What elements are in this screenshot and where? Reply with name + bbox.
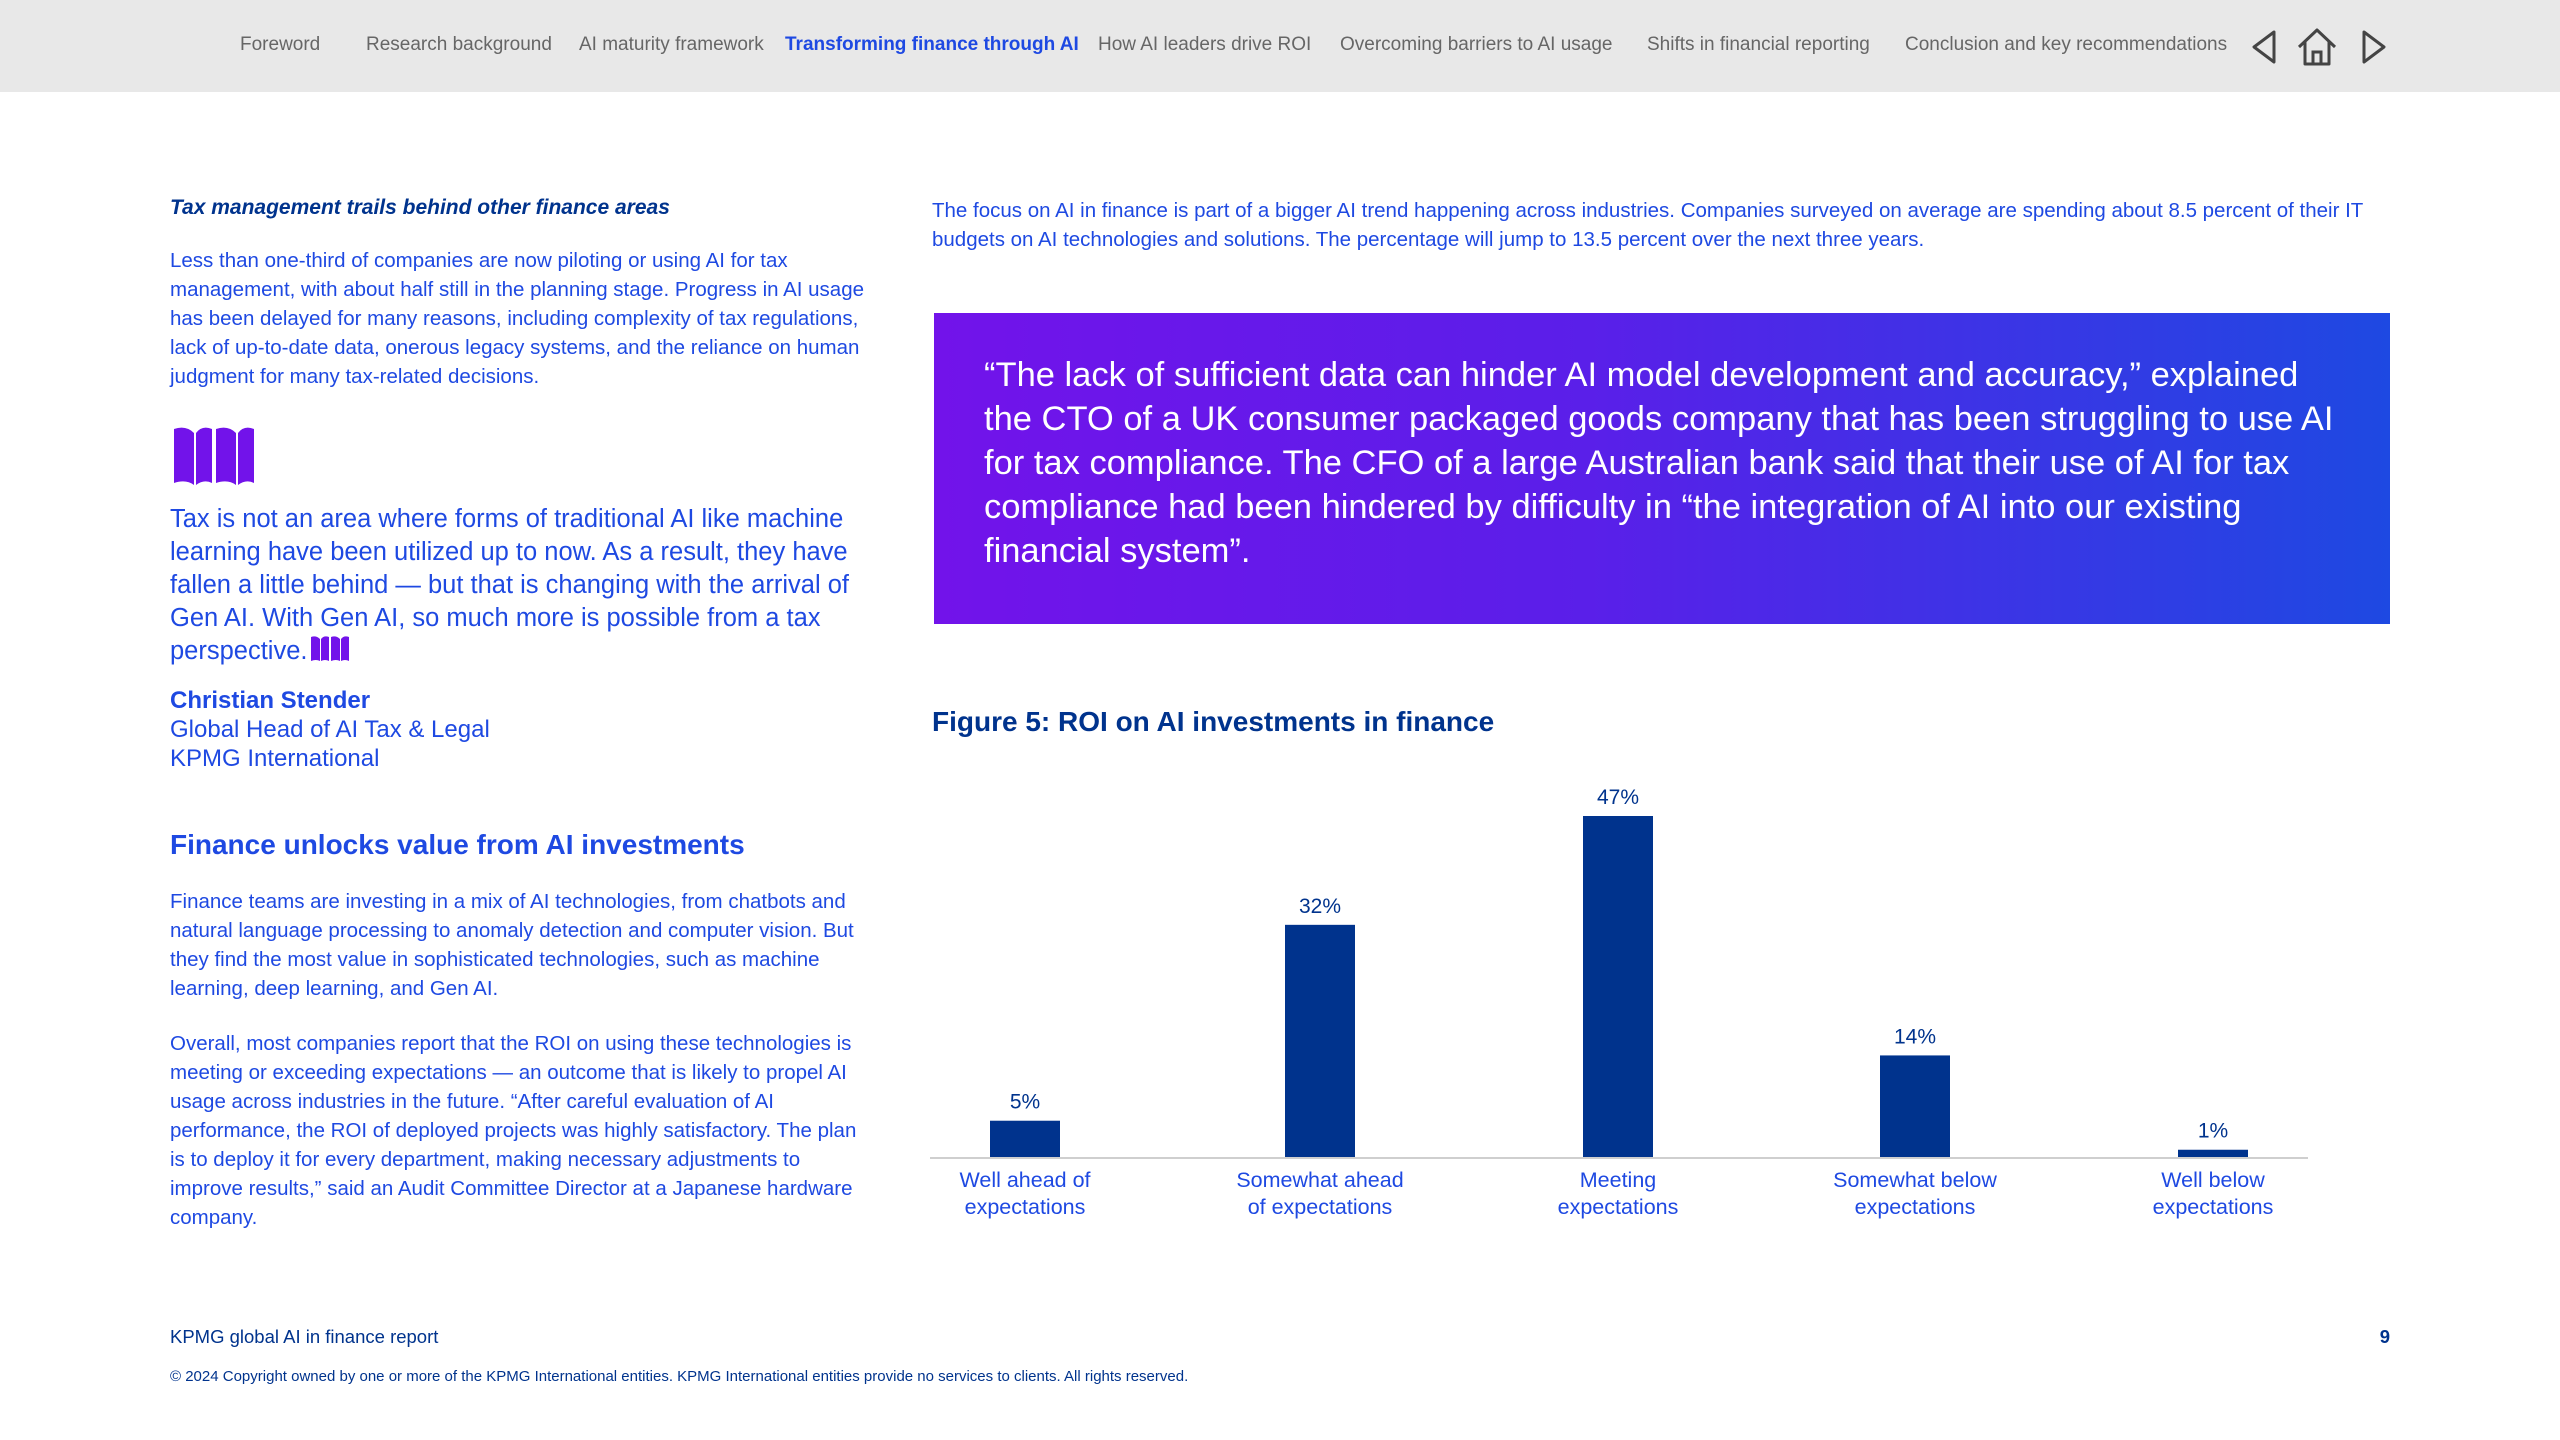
chart-bar	[990, 1121, 1060, 1157]
chart-bar	[1285, 925, 1355, 1157]
callout-quote: “The lack of sufficient data can hinder AI model development and accuracy,” explained the CTO of a UK consumer packaged goods company that has been struggling to use AI for tax compliance. The CFO of a large Australian bank said that their use of AI for tax compliance had been hindered by difficulty in “the integration of AI into our existing financial system”.	[984, 356, 2334, 570]
nav-item-overcoming-barriers[interactable]: Overcoming barriers to AI usage	[1340, 34, 1613, 55]
chart-data-label: 32%	[1298, 894, 1342, 918]
intro-paragraph: The focus on AI in finance is part of a bigger AI trend happening across industries. Companies surveyed on average are spending about 8.5 percent of their IT budgets on AI technologies and solutions. The percentage will jump to 13.5 percent over the next three years.	[932, 199, 2363, 251]
roi-bar-chart	[930, 770, 2310, 1240]
chart-category-label: Meeting	[1579, 1168, 1657, 1192]
figure-title: Figure 5: ROI on AI investments in finance	[932, 706, 1495, 737]
chart-bar	[1583, 816, 1653, 1157]
author-organization: KPMG International	[170, 745, 380, 772]
chart-category-label: Somewhat below	[1833, 1168, 1997, 1192]
nav-item-foreword[interactable]: Foreword	[240, 34, 321, 55]
tax-subheading: Tax management trails behind other finance areas	[170, 196, 670, 219]
chart-category-label: expectations	[1557, 1195, 1679, 1219]
nav-item-research-background[interactable]: Research background	[366, 34, 552, 55]
chart-category-label: expectations	[1854, 1195, 1976, 1219]
close-quote-icon	[310, 635, 350, 663]
pull-quote-text: Tax is not an area where forms of traditional AI like machine learning have been utilized up to now. As a result, they have fallen a little behind — but that is changing with the arrival of Gen AI. With Gen AI, so much more is possible from a tax perspective.	[170, 505, 849, 665]
chart-data-label: 1%	[2197, 1119, 2229, 1143]
section-heading: Finance unlocks value from AI investments	[170, 829, 745, 860]
tax-paragraph: Less than one-third of companies are now piloting or using AI for tax management, with about half still in the planning stage. Progress in AI usage has been delayed for many reasons, including complexity of tax regulations, lack of up-to-date data, onerous legacy systems, and the reliance on human judgment for many tax-related decisions.	[170, 249, 865, 388]
chart-category-label: expectations	[2152, 1195, 2274, 1219]
home-icon[interactable]	[2296, 26, 2338, 68]
open-quote-icon	[172, 425, 256, 489]
footer-report-title: KPMG global AI in finance report	[170, 1326, 439, 1347]
finance-paragraph-2: Overall, most companies report that the ROI on using these technologies is meeting or exceeding expectations — an outcome that is likely to propel AI usage across industries in the future. “After careful evaluation of AI performance, the ROI of deployed projects was highly satisfactory. The plan is to deploy it for every department, making necessary adjustments to improve results,” said an Audit Committee Director at a Japanese hardware company.	[170, 1032, 857, 1229]
chart-bar	[2178, 1150, 2248, 1157]
page-number: 9	[2379, 1326, 2390, 1347]
chart-category-label: Well ahead of	[959, 1168, 1091, 1192]
author-name: Christian Stender	[170, 687, 371, 714]
chart-category-label: Somewhat ahead	[1236, 1168, 1404, 1192]
finance-paragraph-1: Finance teams are investing in a mix of AI technologies, from chatbots and natural language processing to anomaly detection and computer vision. But they find the most value in sophisticated technologies, such as machine learning, deep learning, and Gen AI.	[170, 890, 854, 1000]
nav-item-ai-maturity-framework[interactable]: AI maturity framework	[579, 34, 764, 55]
copyright-notice: © 2024 Copyright owned by one or more of the KPMG International entities. KPMG International entities provide no services to clients. All rights reserved.	[170, 1368, 1189, 1385]
top-navigation	[0, 0, 2560, 92]
nav-item-ai-leaders-roi[interactable]: How AI leaders drive ROI	[1098, 34, 1312, 55]
forward-arrow-icon[interactable]	[2352, 26, 2394, 68]
chart-category-label: Well below	[2161, 1168, 2265, 1192]
nav-item-conclusion[interactable]: Conclusion and key recommendations	[1905, 34, 2228, 55]
chart-data-label: 5%	[1009, 1090, 1041, 1114]
nav-item-transforming-finance[interactable]: Transforming finance through AI	[785, 34, 1079, 55]
quote-author	[170, 686, 870, 773]
pull-quote	[170, 503, 850, 668]
author-title: Global Head of AI Tax & Legal	[170, 716, 490, 743]
chart-bar	[1880, 1055, 1950, 1157]
chart-data-label: 47%	[1596, 786, 1640, 809]
nav-item-financial-reporting[interactable]: Shifts in financial reporting	[1647, 34, 1870, 55]
left-column	[170, 196, 870, 1232]
chart-category-label: expectations	[964, 1195, 1086, 1219]
chart-data-label: 14%	[1893, 1025, 1937, 1049]
chart-category-label: of expectations	[1247, 1195, 1393, 1219]
back-arrow-icon[interactable]	[2244, 26, 2286, 68]
callout-box	[934, 313, 2390, 624]
